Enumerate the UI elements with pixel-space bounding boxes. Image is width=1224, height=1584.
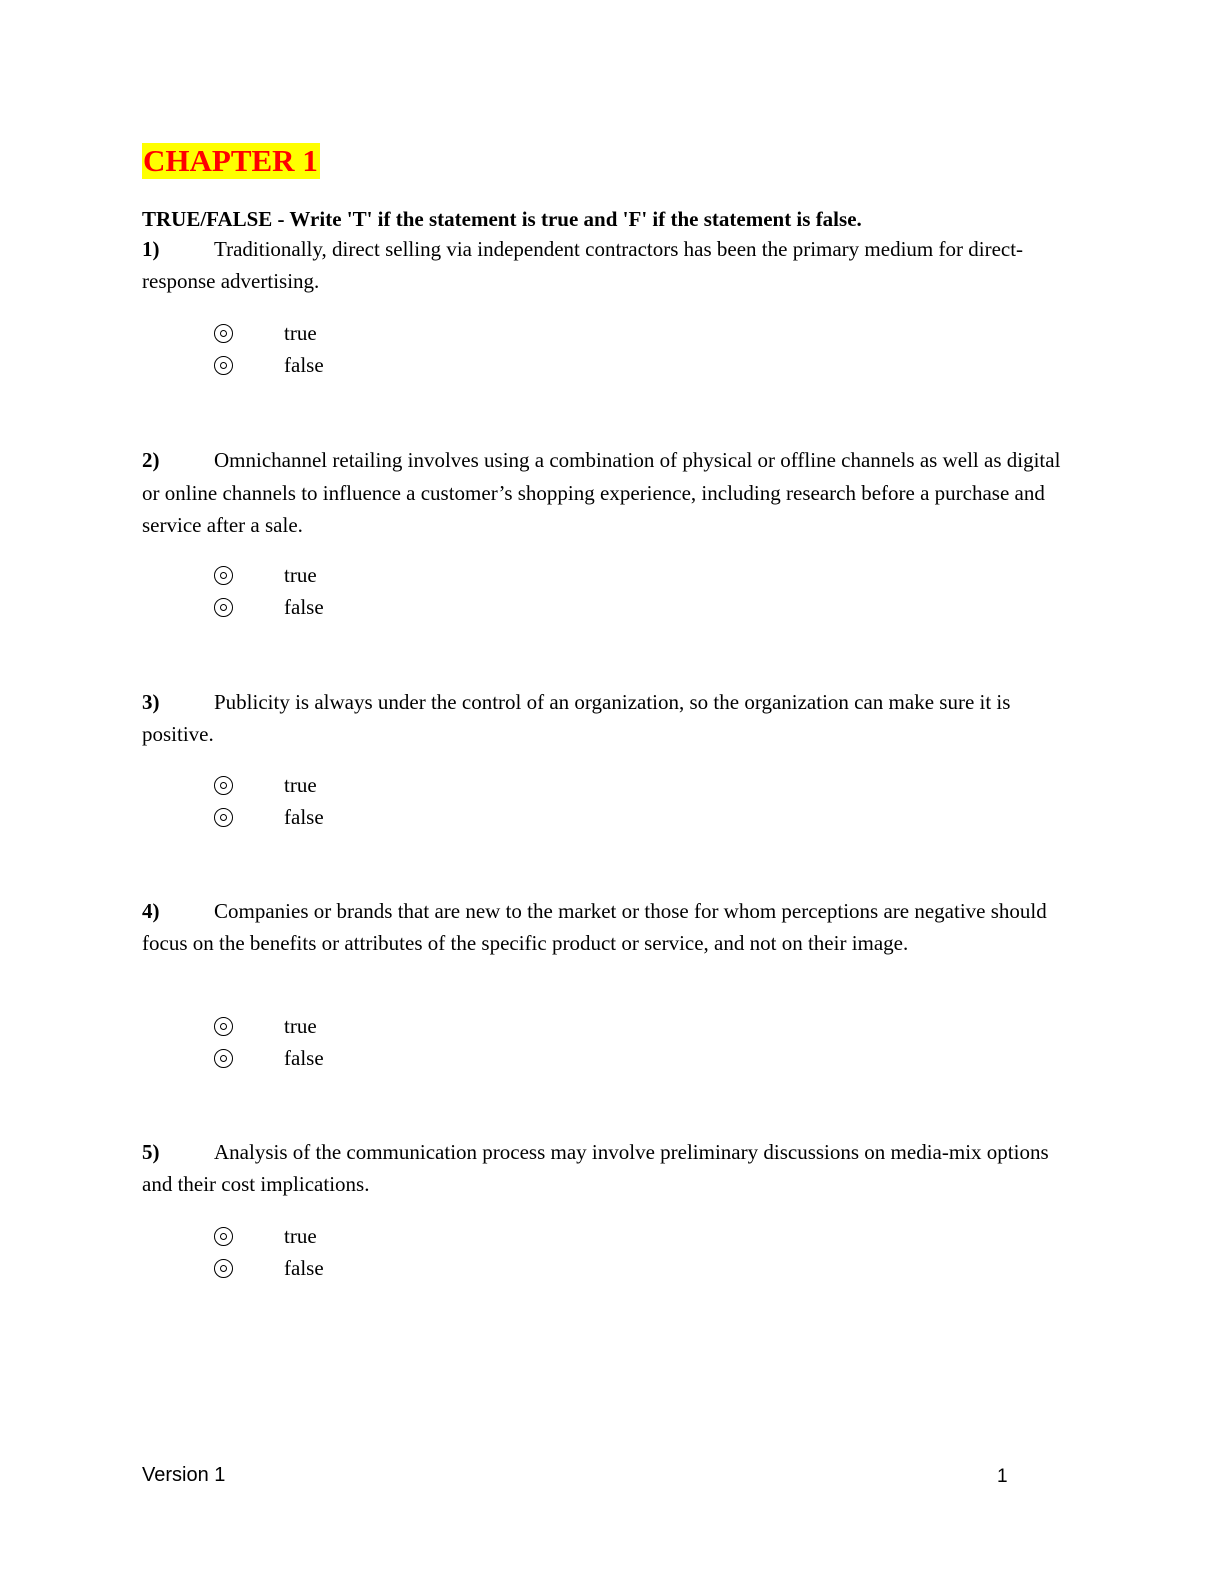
footer-version: Version 1 [142, 1464, 226, 1486]
option-false[interactable] [214, 350, 324, 382]
question-text: Omnichannel retailing involves using a combination of physical or offline channels as well as digital or online channels to influence a customer’s shopping experience, including research before a purchase and service after a sale. [142, 448, 1061, 537]
question-number: 4) [142, 899, 160, 923]
radio-icon[interactable] [214, 1017, 233, 1036]
question-3 [142, 687, 1072, 750]
option-label: false [284, 594, 324, 619]
question-1 [142, 234, 1072, 297]
question-1-options [214, 318, 324, 381]
radio-icon[interactable] [214, 1259, 233, 1278]
option-label: true [284, 321, 317, 345]
question-text: Analysis of the communication process may involve preliminary discussions on media-mix options and their cost implications. [142, 1140, 1049, 1196]
question-number: 3) [142, 690, 160, 714]
option-false[interactable] [214, 592, 324, 624]
question-text: Companies or brands that are new to the market or those for whom perceptions are negative should focus on the benefits or attributes of the specific product or service, and not on their image. [142, 899, 1047, 955]
option-label: false [284, 1255, 324, 1280]
option-false[interactable] [214, 1253, 324, 1285]
radio-icon[interactable] [214, 356, 233, 375]
question-text: Traditionally, direct selling via independent contractors has been the primary medium for direct-response advertising. [142, 237, 1024, 293]
question-text: Publicity is always under the control of an organization, so the organization can make sure it is positive. [142, 690, 1011, 746]
option-true[interactable] [214, 1221, 324, 1253]
question-2-options [214, 560, 324, 623]
option-true[interactable] [214, 318, 324, 350]
question-5-options [214, 1221, 324, 1284]
question-4-options [214, 1011, 324, 1074]
option-true[interactable] [214, 1011, 324, 1043]
option-false[interactable] [214, 1043, 324, 1075]
radio-icon[interactable] [214, 776, 233, 795]
radio-icon[interactable] [214, 598, 233, 617]
option-label: true [284, 563, 317, 587]
footer-page-number: 1 [997, 1466, 1008, 1487]
option-true[interactable] [214, 770, 324, 802]
option-true[interactable] [214, 560, 324, 592]
radio-icon[interactable] [214, 566, 233, 585]
question-number: 1) [142, 237, 160, 261]
question-number: 2) [142, 448, 160, 472]
option-false[interactable] [214, 802, 324, 834]
question-5 [142, 1137, 1072, 1200]
option-label: false [284, 804, 324, 829]
question-4 [142, 896, 1072, 959]
question-number: 5) [142, 1140, 160, 1164]
radio-icon[interactable] [214, 808, 233, 827]
option-label: true [284, 773, 317, 797]
option-label: true [284, 1224, 317, 1248]
radio-icon[interactable] [214, 1227, 233, 1246]
question-3-options [214, 770, 324, 833]
option-label: false [284, 1045, 324, 1070]
option-label: false [284, 352, 324, 377]
radio-icon[interactable] [214, 324, 233, 343]
chapter-title: CHAPTER 1 [143, 143, 318, 178]
question-2 [142, 444, 1072, 542]
instructions-heading: TRUE/FALSE - Write 'T' if the statement is true and 'F' if the statement is false. [142, 207, 862, 231]
radio-icon[interactable] [214, 1049, 233, 1068]
option-label: true [284, 1014, 317, 1038]
